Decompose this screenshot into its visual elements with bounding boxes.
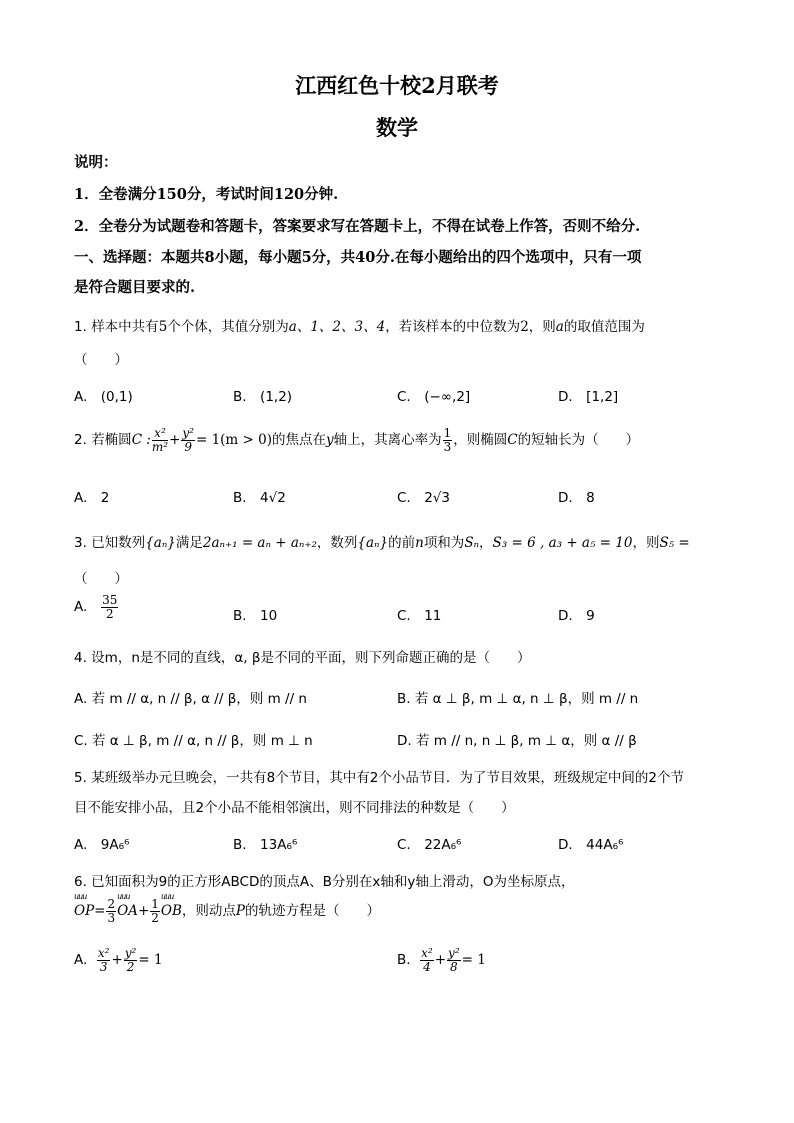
question-3-option-b[interactable]: B. 10	[233, 608, 278, 624]
question-2-option-c[interactable]: C. 2√3	[397, 490, 450, 506]
question-3-option-a[interactable]: A. $\frac{35}{2}$	[74, 593, 118, 621]
question-5-stem-line-1: 5. 某班级举办元旦晚会，一共有8个节目，其中有2个小品节目．为了节目效果，班级规定中间的2个节	[74, 770, 684, 786]
question-6-stem-line-1: 6. 已知面积为9的正方形ABCD的顶点A、B分别在x轴和y轴上滑动，O为坐标原点，	[74, 874, 575, 890]
question-3-paren: （ ）	[74, 571, 128, 587]
question-5-stem-line-2: 目不能安排小品，且2个小品不能相邻演出，则不同排法的种数是（ ）	[74, 800, 515, 816]
question-1-option-d[interactable]: D. [1,2]	[558, 389, 619, 405]
section-heading-line-1: 一、选择题：本题共8小题，每小题5分，共40分.在每小题给出的四个选项中，只有一项	[74, 249, 642, 266]
question-4-option-b[interactable]: B. 若 α ⊥ β, m ⊥ α, n ⊥ β，则 m // n	[397, 691, 639, 707]
notes-label: 说明：	[74, 154, 118, 171]
question-5-option-d[interactable]: D. 44A₆⁶	[558, 837, 624, 853]
note-item-2: 2．全卷分为试题卷和答题卡，答案要求写在答题卡上，不得在试卷上作答，否则不给分.	[74, 218, 641, 235]
question-1-option-c[interactable]: C. (−∞,2]	[397, 389, 471, 405]
question-1-paren: （ ）	[74, 352, 128, 368]
question-2-stem: 2. 若椭圆C : $\frac{\text{x²}}{\text{m²}}$ + $\frac{\text{y²}}{9}$ = 1(m > 0)的焦点在y轴上，其离心率为 $\frac{1}{3}$ ，则椭圆C的短轴长为（ ）	[74, 426, 640, 454]
question-3-stem: 3. 已知数列{aₙ}满足2aₙ₊₁ = aₙ + aₙ₊₂，数列{aₙ}的前n项和为Sₙ，S₃ = 6 , a₃ + a₅ = 10，则S₅ =	[74, 535, 690, 551]
question-6-stem-line-2: uuu OP= $\frac{2}{3}$ uuu OA+ $\frac{1}{2}$ uuu OB，则动点P的轨迹方程是（ ）	[74, 898, 380, 924]
question-4-option-c[interactable]: C. 若 α ⊥ β, m // α, n // β，则 m ⊥ n	[74, 733, 313, 749]
question-4-stem: 4. 设m，n是不同的直线，α, β是不同的平面，则下列命题正确的是（ ）	[74, 650, 531, 666]
question-1-stem: 1. 样本中共有5个个体，其值分别为a、1、2、3、4，若该样本的中位数为2，则a的取值范围为	[74, 319, 645, 335]
question-6-option-b[interactable]: B. $\frac{\text{x²}}{4}$ + $\frac{\text{y²}}{8}$ = 1	[397, 946, 486, 974]
question-3-option-c[interactable]: C. 11	[397, 608, 442, 624]
question-2-option-a[interactable]: A. 2	[74, 490, 110, 506]
question-2-option-b[interactable]: B. 4√2	[233, 490, 286, 506]
exam-subject: 数学	[376, 115, 418, 140]
question-5-option-c[interactable]: C. 22A₆⁶	[397, 837, 462, 853]
question-5-option-a[interactable]: A. 9A₆⁶	[74, 837, 130, 853]
question-1-option-a[interactable]: A. (0,1)	[74, 389, 133, 405]
question-2-option-d[interactable]: D. 8	[558, 490, 595, 506]
section-heading-line-2: 是符合题目要求的.	[74, 279, 196, 296]
question-4-option-a[interactable]: A. 若 m // α, n // β, α // β，则 m // n	[74, 691, 307, 707]
question-4-option-d[interactable]: D. 若 m // n, n ⊥ β, m ⊥ α，则 α // β	[397, 733, 637, 749]
question-3-option-d[interactable]: D. 9	[558, 608, 595, 624]
question-6-option-a[interactable]: A. $\frac{\text{x²}}{3}$ + $\frac{\text{y²}}{2}$ = 1	[74, 946, 163, 974]
question-1-option-b[interactable]: B. (1,2)	[233, 389, 293, 405]
note-item-1: 1．全卷满分150分，考试时间120分钟.	[74, 186, 339, 203]
question-5-option-b[interactable]: B. 13A₆⁶	[233, 837, 298, 853]
exam-title: 江西红色十校2月联考	[295, 73, 499, 98]
